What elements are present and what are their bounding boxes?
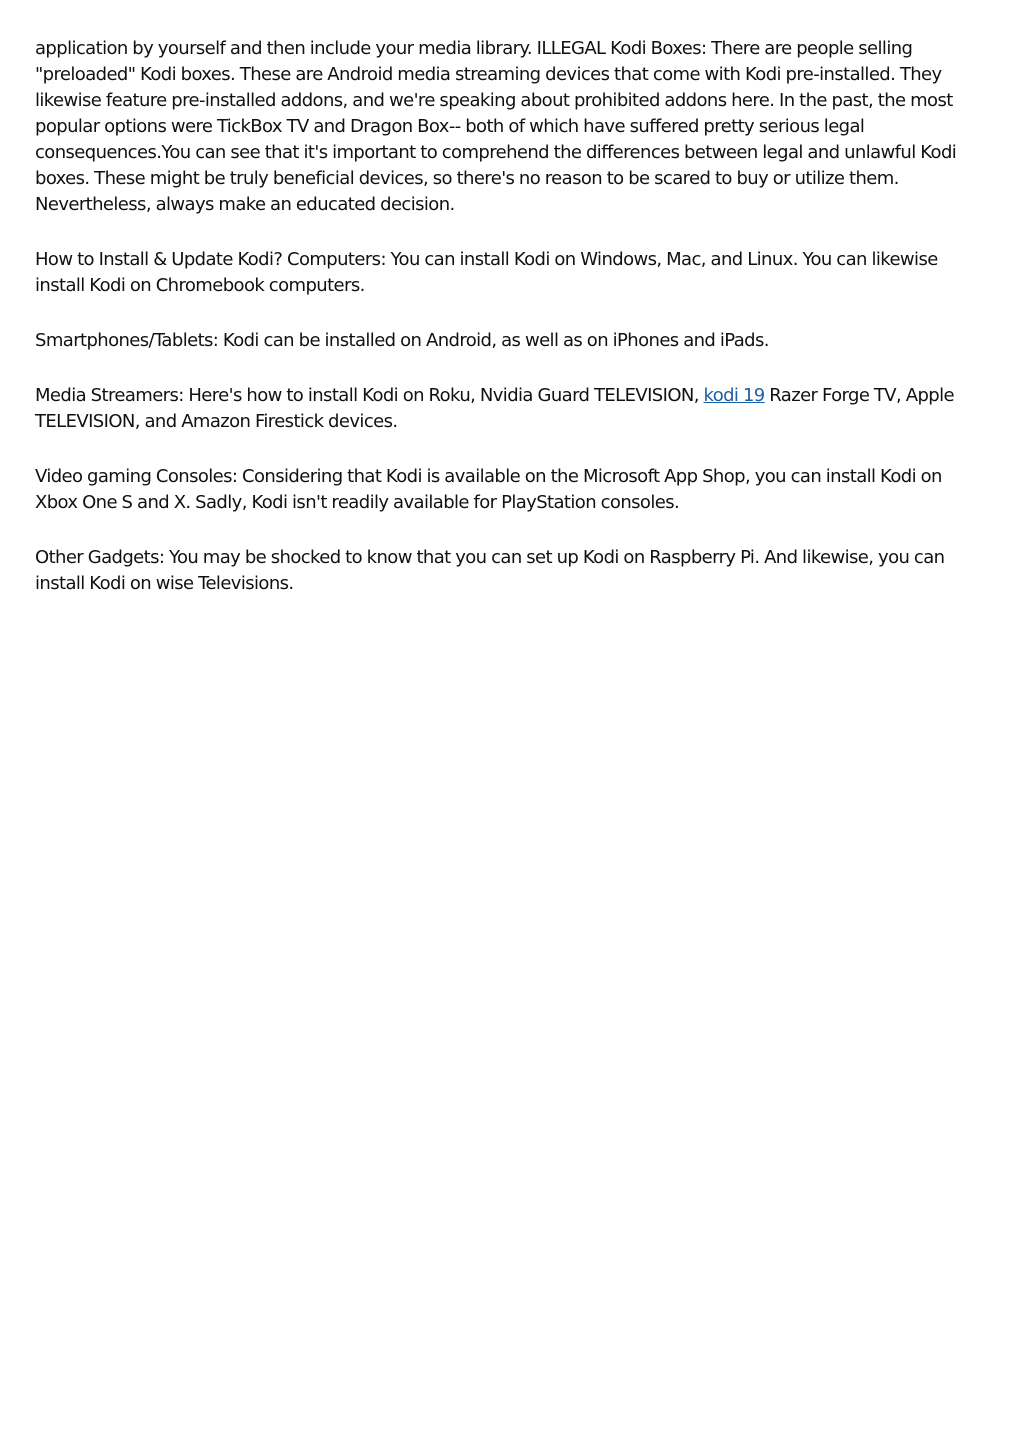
paragraph-media-streamers	[35, 383, 970, 435]
kodi-19-link[interactable]: kodi 19	[703, 385, 765, 406]
media-streamers-text-before: Media Streamers: Here's how to install Kodi on Roku, Nvidia Guard TELEVISION,	[35, 385, 704, 406]
document-body	[35, 36, 970, 626]
paragraph-other-gadgets: Other Gadgets: You may be shocked to know that you can set up Kodi on Raspberry Pi. And likewise, you can install Kodi on wise Televisions.	[35, 547, 945, 594]
paragraph-install-computers: How to Install & Update Kodi? Computers: You can install Kodi on Windows, Mac, and Linux. You can likewise install Kodi on Chromebook computers.	[35, 249, 938, 296]
paragraph-video-gaming-consoles: Video gaming Consoles: Considering that Kodi is available on the Microsoft App Shop, you can install Kodi on Xbox One S and X. Sadly, Kodi isn't readily available for PlayStation consoles.	[35, 466, 942, 513]
media-streamers-text-after: Razer Forge TV, Apple TELEVISION, and Amazon Firestick devices.	[35, 385, 955, 432]
paragraph-illegal-kodi-boxes: application by yourself and then include your media library. ILLEGAL Kodi Boxes: There are people selling "preloaded" Kodi boxes. These are Android media streaming devices that come with Kodi pre-installed. They likewise feature pre-installed addons, and we're speaking about prohibited addons here. In the past, the most popular options were TickBox TV and Dragon Box-- both of which have suffered pretty serious legal consequences.You can see that it's important to comprehend the differences between legal and unlawful Kodi boxes. These might be truly beneficial devices, so there's no reason to be scared to buy or utilize them. Nevertheless, always make an educated decision.	[35, 38, 957, 215]
paragraph-smartphones-tablets: Smartphones/Tablets: Kodi can be installed on Android, as well as on iPhones and iPads.	[35, 330, 769, 351]
